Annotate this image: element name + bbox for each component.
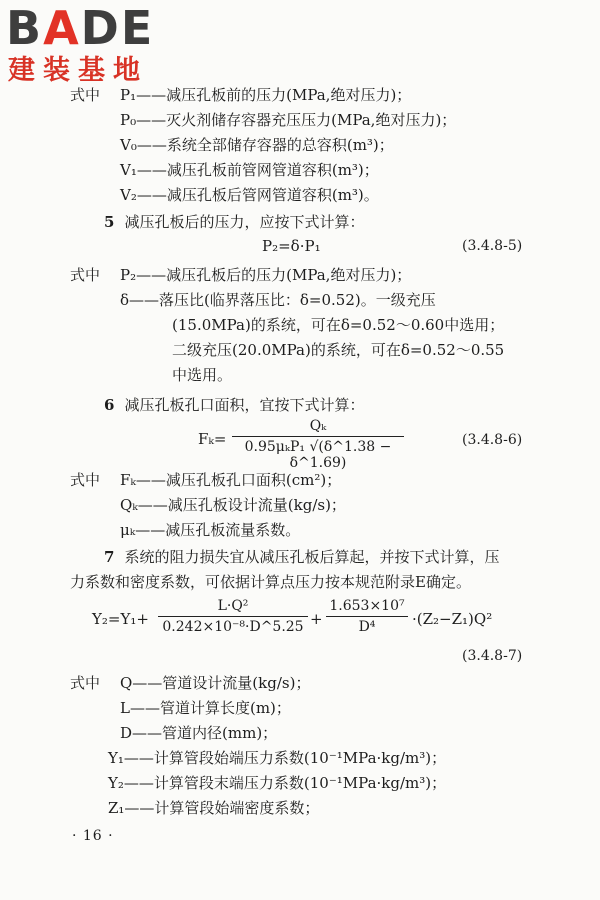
formula-7-fraction-2: [326, 598, 408, 635]
definition-line: P₀——灭火剂储存容器充压压力(MPa,绝对压力)；: [120, 111, 457, 129]
definition-line: P₁——减压孔板前的压力(MPa,绝对压力)；: [120, 86, 412, 104]
formula-5: P₂=δ·P₁: [262, 237, 321, 255]
definition-line: δ——落压比(临界落压比：δ=0.52)。一级充压: [120, 291, 436, 309]
where-label-3: 式中: [70, 471, 101, 489]
formula-7-numerator-1: L·Q²: [217, 598, 249, 614]
item-7-heading: 7 系统的阻力损失宜从减压孔板后算起，并按下式计算，压: [104, 548, 500, 566]
fraction-bar: [326, 616, 408, 617]
logo-wordmark: BADE: [6, 1, 155, 55]
formula-6-lhs: Fₖ=: [198, 430, 227, 448]
definition-line: 二级充压(20.0MPa)的系统，可在δ=0.52～0.55: [172, 341, 505, 359]
definition-line: P₂——减压孔板后的压力(MPa,绝对压力)；: [120, 266, 412, 284]
definition-line: Q——管道设计流量(kg/s)；: [120, 674, 311, 692]
item-6-heading: 6 减压孔板孔口面积，宜按下式计算：: [104, 396, 365, 414]
formula-7-tail: ·(Z₂−Z₁)Q²: [412, 610, 493, 628]
definition-line: V₁——减压孔板前管网管道容积(m³)；: [120, 161, 379, 179]
logo-subtitle: 建装基地: [8, 55, 148, 86]
equation-number-5: (3.4.8-5): [462, 238, 523, 254]
definition-line: Y₂——计算管段末端压力系数(10⁻¹MPa·kg/m³)；: [108, 774, 447, 792]
definition-line: (15.0MPa)的系统，可在δ=0.52～0.60中选用；: [172, 316, 505, 334]
definition-line: D——管道内径(mm)；: [120, 724, 278, 742]
formula-7-numerator-2: 1.653×10⁷: [329, 598, 405, 614]
definition-line: 中选用。: [172, 366, 233, 384]
formula-7-denominator-1: 0.242×10⁻⁸·D^5.25: [162, 619, 304, 635]
where-label-4: 式中: [70, 674, 101, 692]
fraction-bar: [232, 436, 404, 437]
formula-7-fraction-1: [158, 598, 308, 635]
where-label-1: 式中: [70, 86, 101, 104]
definition-line: V₀——系统全部储存容器的总容积(m³)；: [120, 136, 394, 154]
formula-7-plus: +: [310, 610, 323, 628]
formula-7-denominator-2: D⁴: [358, 619, 376, 635]
definition-line: V₂——减压孔板后管网管道容积(m³)。: [120, 186, 379, 204]
definition-line: Y₁——计算管段始端压力系数(10⁻¹MPa·kg/m³)；: [108, 749, 447, 767]
formula-7-lhs: Y₂=Y₁+: [92, 610, 149, 628]
definition-line: Qₖ——减压孔板设计流量(kg/s)；: [120, 496, 346, 514]
item-7-continuation: 力系数和密度系数，可依据计算点压力按本规范附录E确定。: [70, 573, 471, 591]
formula-6-fraction: [232, 418, 404, 471]
brand-logo: [6, 2, 154, 88]
where-label-2: 式中: [70, 266, 101, 284]
formula-6-numerator: Qₖ: [309, 418, 327, 434]
definition-line: Fₖ——减压孔板孔口面积(cm²)；: [120, 471, 342, 489]
fraction-bar: [158, 616, 308, 617]
item-5-heading: 5 减压孔板后的压力，应按下式计算：: [104, 213, 365, 231]
definition-line: μₖ——减压孔板流量系数。: [120, 521, 301, 539]
definition-line: L——管道计算长度(m)；: [120, 699, 291, 717]
equation-number-7: (3.4.8-7): [462, 648, 523, 664]
definition-line: Z₁——计算管段始端密度系数；: [108, 799, 320, 817]
formula-6-denominator: 0.95μₖP₁ √(δ^1.38 − δ^1.69): [244, 439, 392, 471]
page-number: · 16 ·: [72, 828, 114, 844]
equation-number-6: (3.4.8-6): [462, 432, 523, 448]
